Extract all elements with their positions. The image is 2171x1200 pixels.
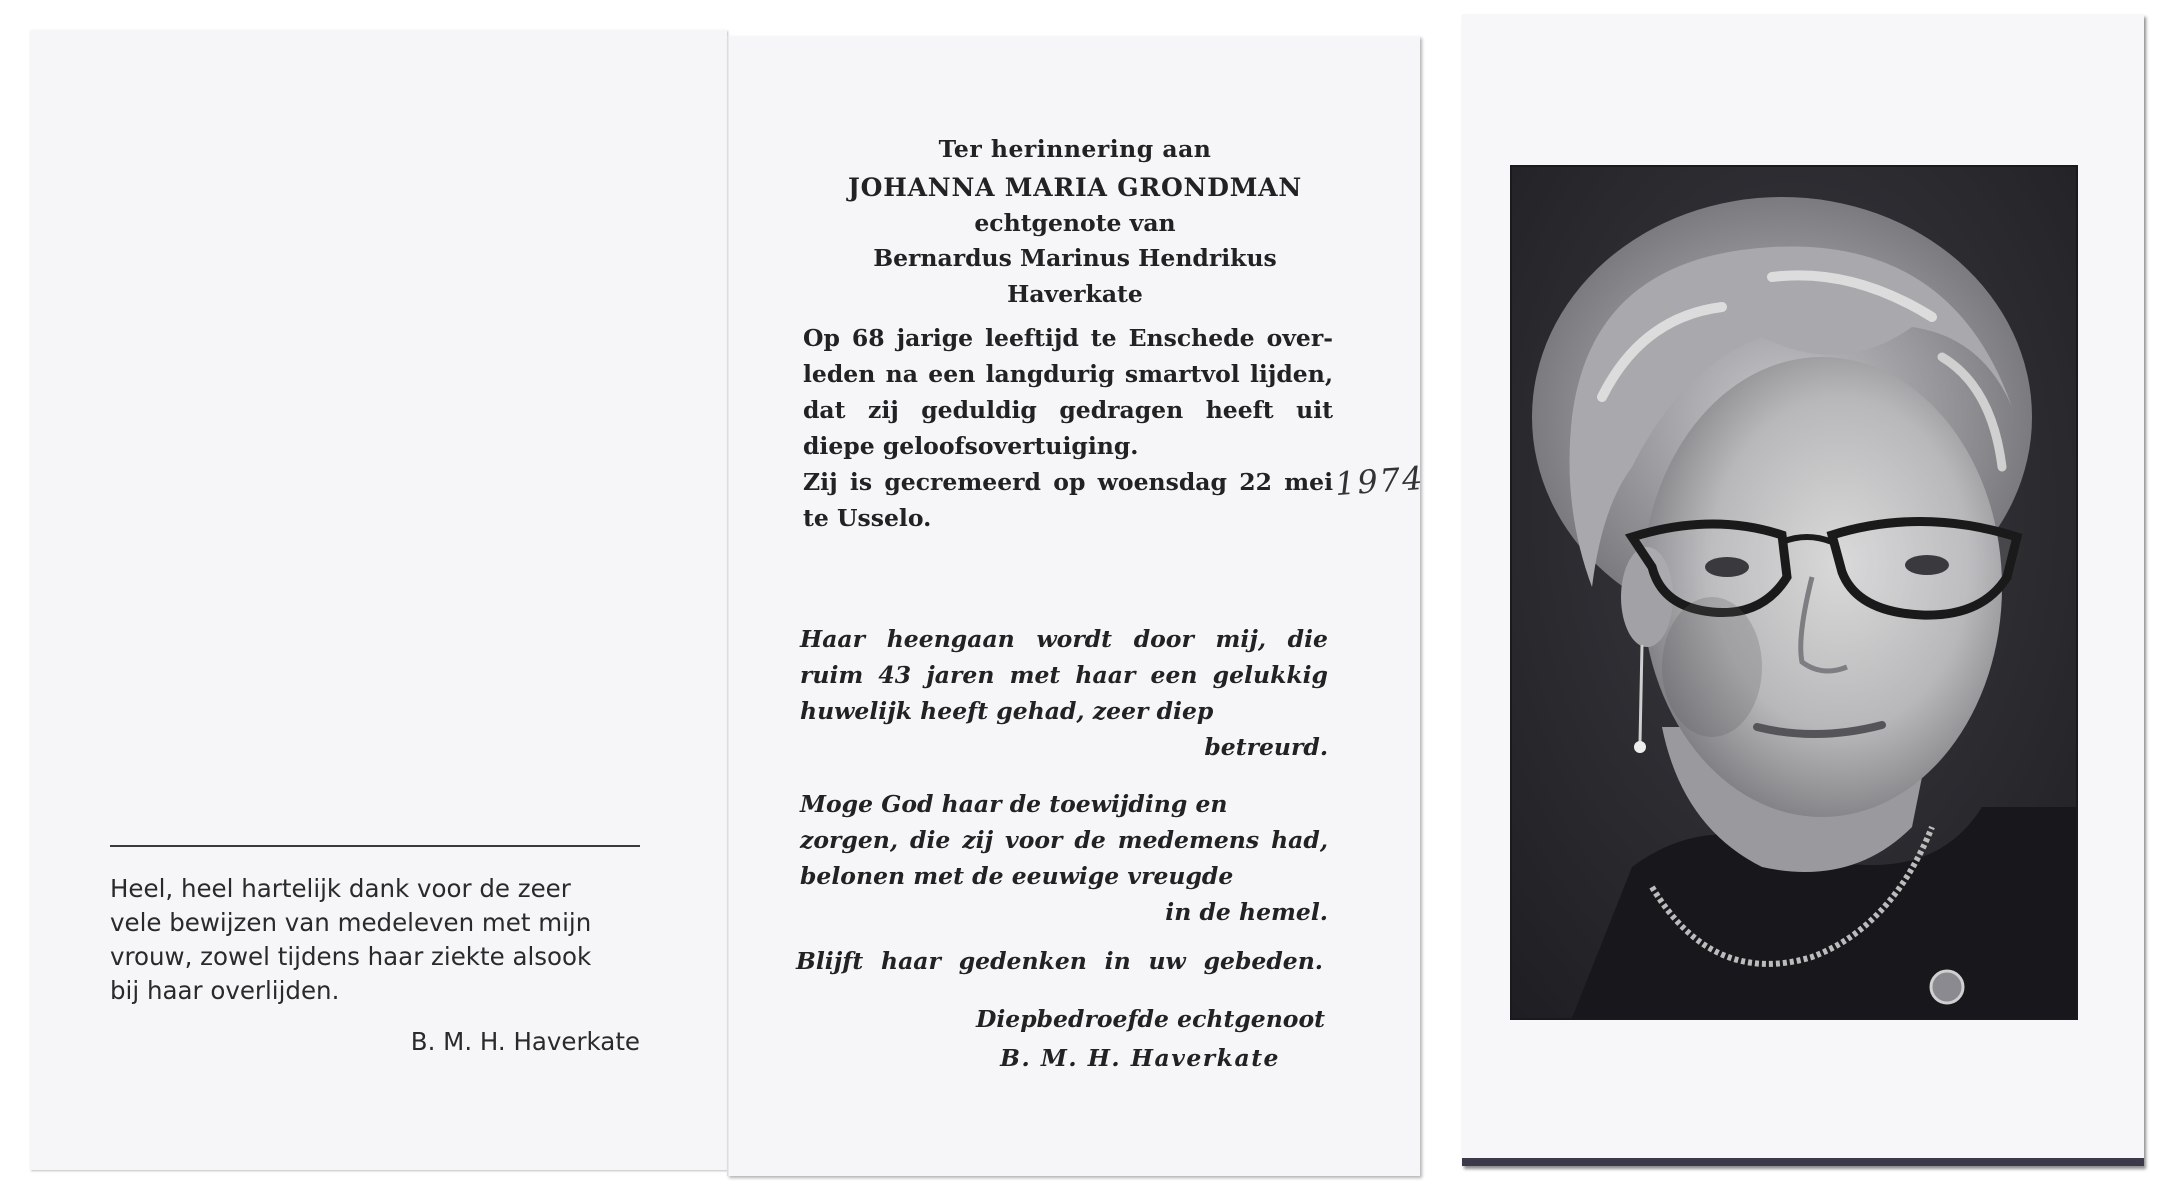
thanks-line: Heel, heel hartelijk dank voor de zeer (110, 874, 571, 903)
spouse-of-label: echtgenote van (974, 209, 1176, 237)
divider-line (110, 845, 640, 847)
poem-line: betreurd. (1204, 733, 1328, 761)
obituary-line: dat zij geduldig gedragen heeft uit (803, 396, 1333, 424)
thanks-signature: B. M. H. Haverkate (410, 1027, 640, 1056)
card-fold (727, 36, 729, 1176)
poem-line: Moge God haar de toewijding en (800, 790, 1228, 818)
cremation-line: te Usselo. (803, 504, 932, 532)
memorial-intro: Ter herinnering aan (938, 135, 1212, 163)
closing-line: Diepbedroefde echtgenoot (975, 1005, 1325, 1033)
thanks-line: vele bewijzen van medeleven met mijn (110, 908, 592, 937)
card-edge (1462, 1158, 2144, 1166)
obituary-line: diepe geloofsovertuiging. (803, 432, 1139, 460)
handwritten-year: 1974 (1333, 458, 1426, 504)
deceased-name: JOHANNA MARIA GRONDMAN (847, 173, 1303, 202)
prayer-line: Blijft haar gedenken in uw gebeden. (796, 947, 1323, 975)
poem-line: belonen met de eeuwige vreugde (800, 862, 1234, 890)
spouse-name-line: Bernardus Marinus Hendrikus (873, 244, 1277, 272)
poem-stanza (800, 786, 1328, 930)
poem-line: huwelijk heeft gehad, zeer diep (800, 697, 1214, 725)
obituary-line: Op 68 jarige leeftijd te Enschede over- (803, 324, 1333, 352)
thanks-line: bij haar overlijden. (110, 976, 340, 1005)
thanks-text (110, 872, 645, 1008)
portrait-photo (1510, 165, 2078, 1020)
poem-line: Haar heengaan wordt door mij, die (800, 625, 1328, 653)
poem-stanza (800, 621, 1328, 765)
poem-line: zorgen, die zij voor de medemens had, (800, 826, 1328, 854)
poem-line: in de hemel. (1165, 898, 1328, 926)
portrait-illustration (1512, 167, 2076, 1018)
obituary-line: leden na een langdurig smartvol lijden, (803, 360, 1333, 388)
thanks-line: vrouw, zowel tijdens haar ziekte alsook (110, 942, 592, 971)
cremation-line: Zij is gecremeerd op woensdag 22 mei (803, 468, 1333, 496)
obituary-text (803, 320, 1333, 464)
poem-line: ruim 43 jaren met haar een gelukkig (800, 661, 1328, 689)
spouse-name-line: Haverkate (1007, 280, 1143, 308)
closing-signature: B. M. H. Haverkate (1000, 1044, 1280, 1072)
